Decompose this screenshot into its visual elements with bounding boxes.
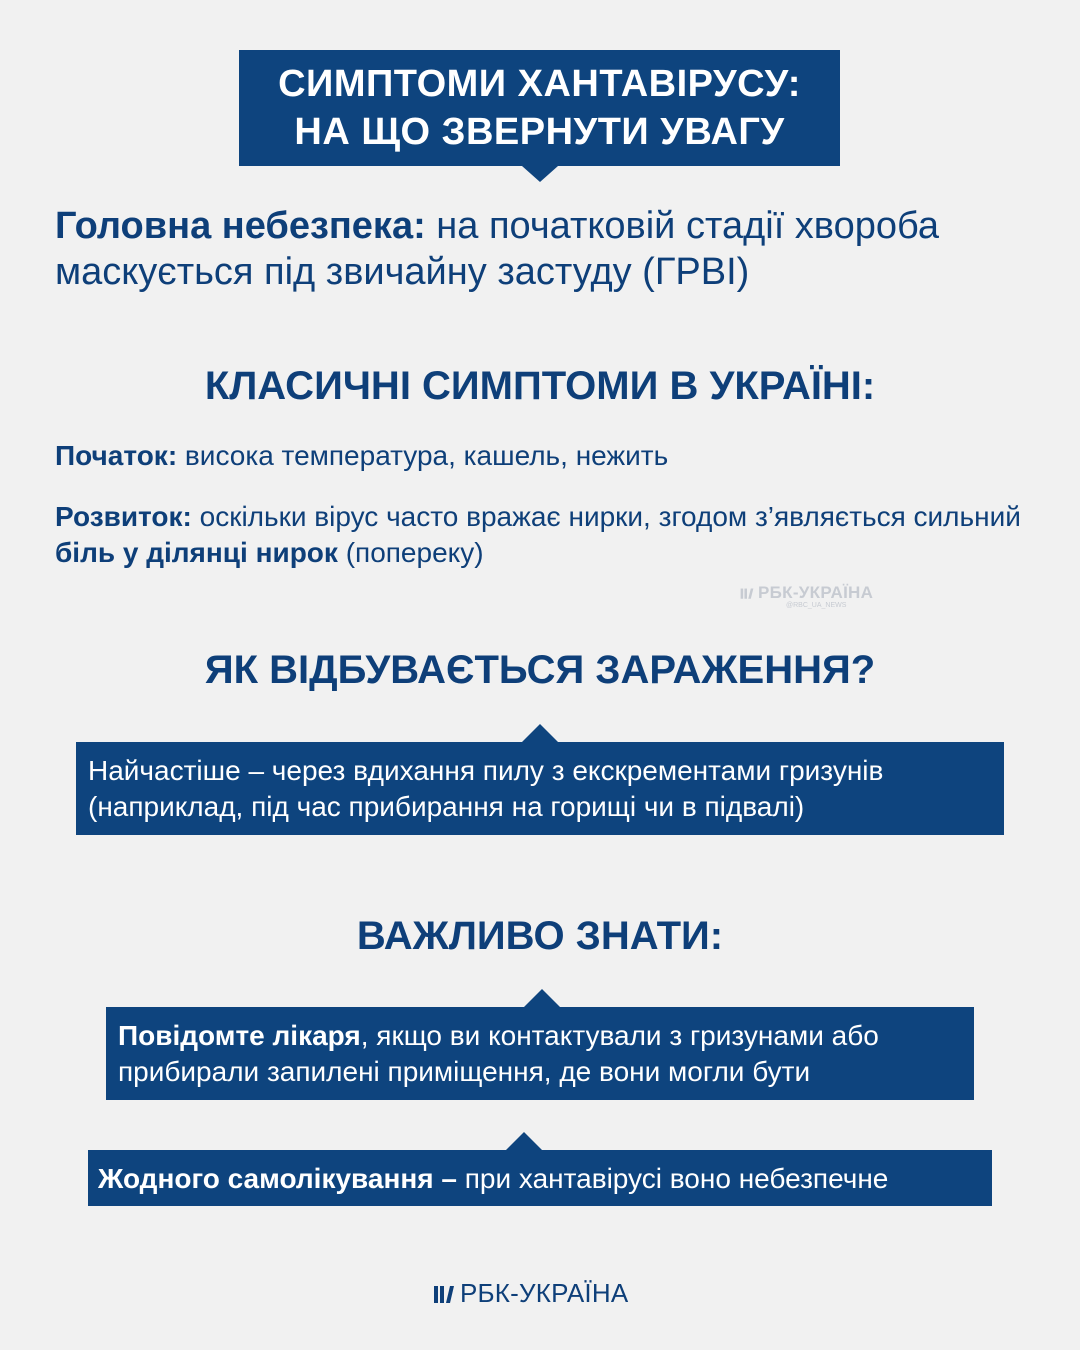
symptom-dev-text-2: (попереку) — [337, 537, 484, 568]
intro-paragraph — [55, 203, 1045, 295]
important-heading: ВАЖЛИВО ЗНАТИ: — [356, 914, 724, 958]
symptom-dev-label: Розвиток: — [55, 501, 192, 532]
watermark — [740, 583, 874, 609]
notify-doctor-text: , якщо ви контактували з гризунами або прибирали запилені приміщення, де вони могли бути — [118, 1020, 879, 1087]
no-self-treatment-bold: Жодного самолікування – — [98, 1163, 457, 1194]
symptom-start — [55, 438, 1045, 474]
symptom-start-text: висока температура, кашель, нежить — [177, 440, 669, 471]
no-self-treatment-text: при хантавірусі воно небезпечне — [456, 1163, 889, 1194]
footer-logo-text: РБК-УКРАЇНА — [460, 1278, 629, 1308]
title-banner — [239, 50, 840, 166]
symptoms-heading: КЛАСИЧНІ СИМПТОМИ В УКРАЇНІ: — [204, 364, 876, 408]
no-self-treatment-box — [88, 1150, 992, 1206]
notify-doctor-box — [106, 1007, 974, 1100]
watermark-handle: @RBC_UA_NEWS — [786, 602, 847, 609]
symptom-start-label: Початок: — [55, 440, 178, 471]
footer-logo — [433, 1278, 628, 1309]
notify-doctor-bold: Повідомте лікаря — [118, 1020, 361, 1051]
intro-text: на початковій стадії хвороба маскується під звичайну застуду (ГРВІ) — [55, 205, 939, 293]
rbc-logo-icon — [740, 586, 754, 600]
rbc-logo-icon — [433, 1283, 455, 1305]
infection-box: Найчастіше – через вдихання пилу з екскрементами гризунів (наприклад, під час прибирання на горищі чи в підвалі) — [76, 742, 1004, 835]
symptom-dev-bold: біль у ділянці нирок — [55, 537, 338, 568]
watermark-text: РБК-УКРАЇНА — [758, 583, 874, 602]
title-line-1: СИМПТОМИ ХАНТАВІРУСУ: — [278, 63, 801, 105]
symptom-development — [55, 499, 1045, 571]
symptom-dev-text-1: оскільки вірус часто вражає нирки, згодом з’являється сильний — [191, 501, 1021, 532]
title-line-2: НА ЩО ЗВЕРНУТИ УВАГУ — [294, 111, 785, 153]
intro-bold: Головна небезпека: — [55, 205, 426, 247]
infection-heading: ЯК ВІДБУВАЄТЬСЯ ЗАРАЖЕННЯ? — [204, 648, 876, 692]
